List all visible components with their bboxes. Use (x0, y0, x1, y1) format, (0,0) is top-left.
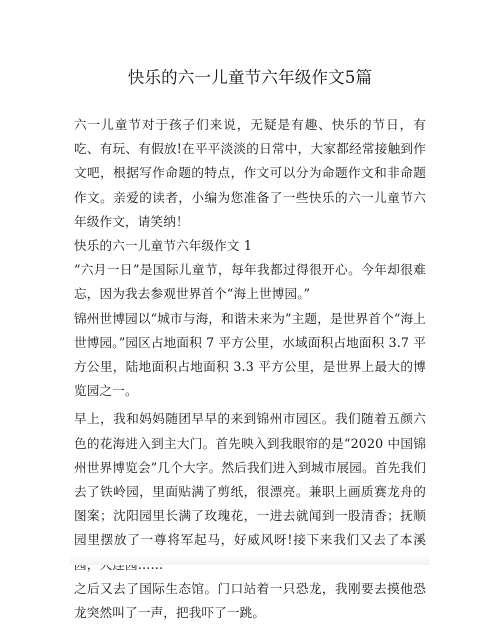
intro-paragraph: 六一儿童节对于孩子们来说，无疑是有趣、快乐的节日，有吃、有玩、有假放!在平平淡淡的日常中，大家都经常接触到作文吧，根据写作命题的特点，作文可以分为命题作文和非命题作文。亲爱的读者，小编为您准备了一些快乐的六一儿童节六年级作文，请笑纳！ (74, 117, 426, 229)
article-body (74, 113, 426, 625)
essay-paragraph: 之后又去了国际生态馆。门口站着一只恐龙，我刚要去摸他恐龙突然叫了一声，把我吓了一跳。 (74, 580, 426, 621)
essay-heading: 快乐的六一儿童节六年级作文 1 (74, 238, 252, 254)
article-title: 快乐的六一儿童节六年级作文5篇 (127, 68, 373, 87)
essay-paragraph: 锦州世博园以“城市与海，和谐未来为”主题，是世界首个“海上世博园。”园区占地面积 7 平方公里，水域面积占地面积 3.7 平方公里，陆地面积占地面积 3.3 平方公里，是世界上最大的博览园之一。 (74, 310, 426, 399)
page-bottom-fade (70, 554, 430, 565)
essay-paragraph: “六月一日”是国际儿童节，每年我都过得很开心。今年却很难忘，因为我去参观世界首个“海上世博园。” (74, 262, 426, 302)
essay-paragraph: 早上，我和妈妈随团早早的来到锦州市园区。我们随着五颜六色的花海进入到主大门。首先映入到我眼帘的是“2020 中国锦州世界博览会”几个大字。然后我们进入到城市展园。首先我们去了铁岭园，里面贴满了剪纸，很漂亮。兼职上画质赛龙舟的图案；沈阳园里长满了玫瑰花，一进去就闻到一股清香；抚顺园里摆放了一尊将军起马，好威风呀!接下来我们又去了本溪 (74, 411, 426, 548)
